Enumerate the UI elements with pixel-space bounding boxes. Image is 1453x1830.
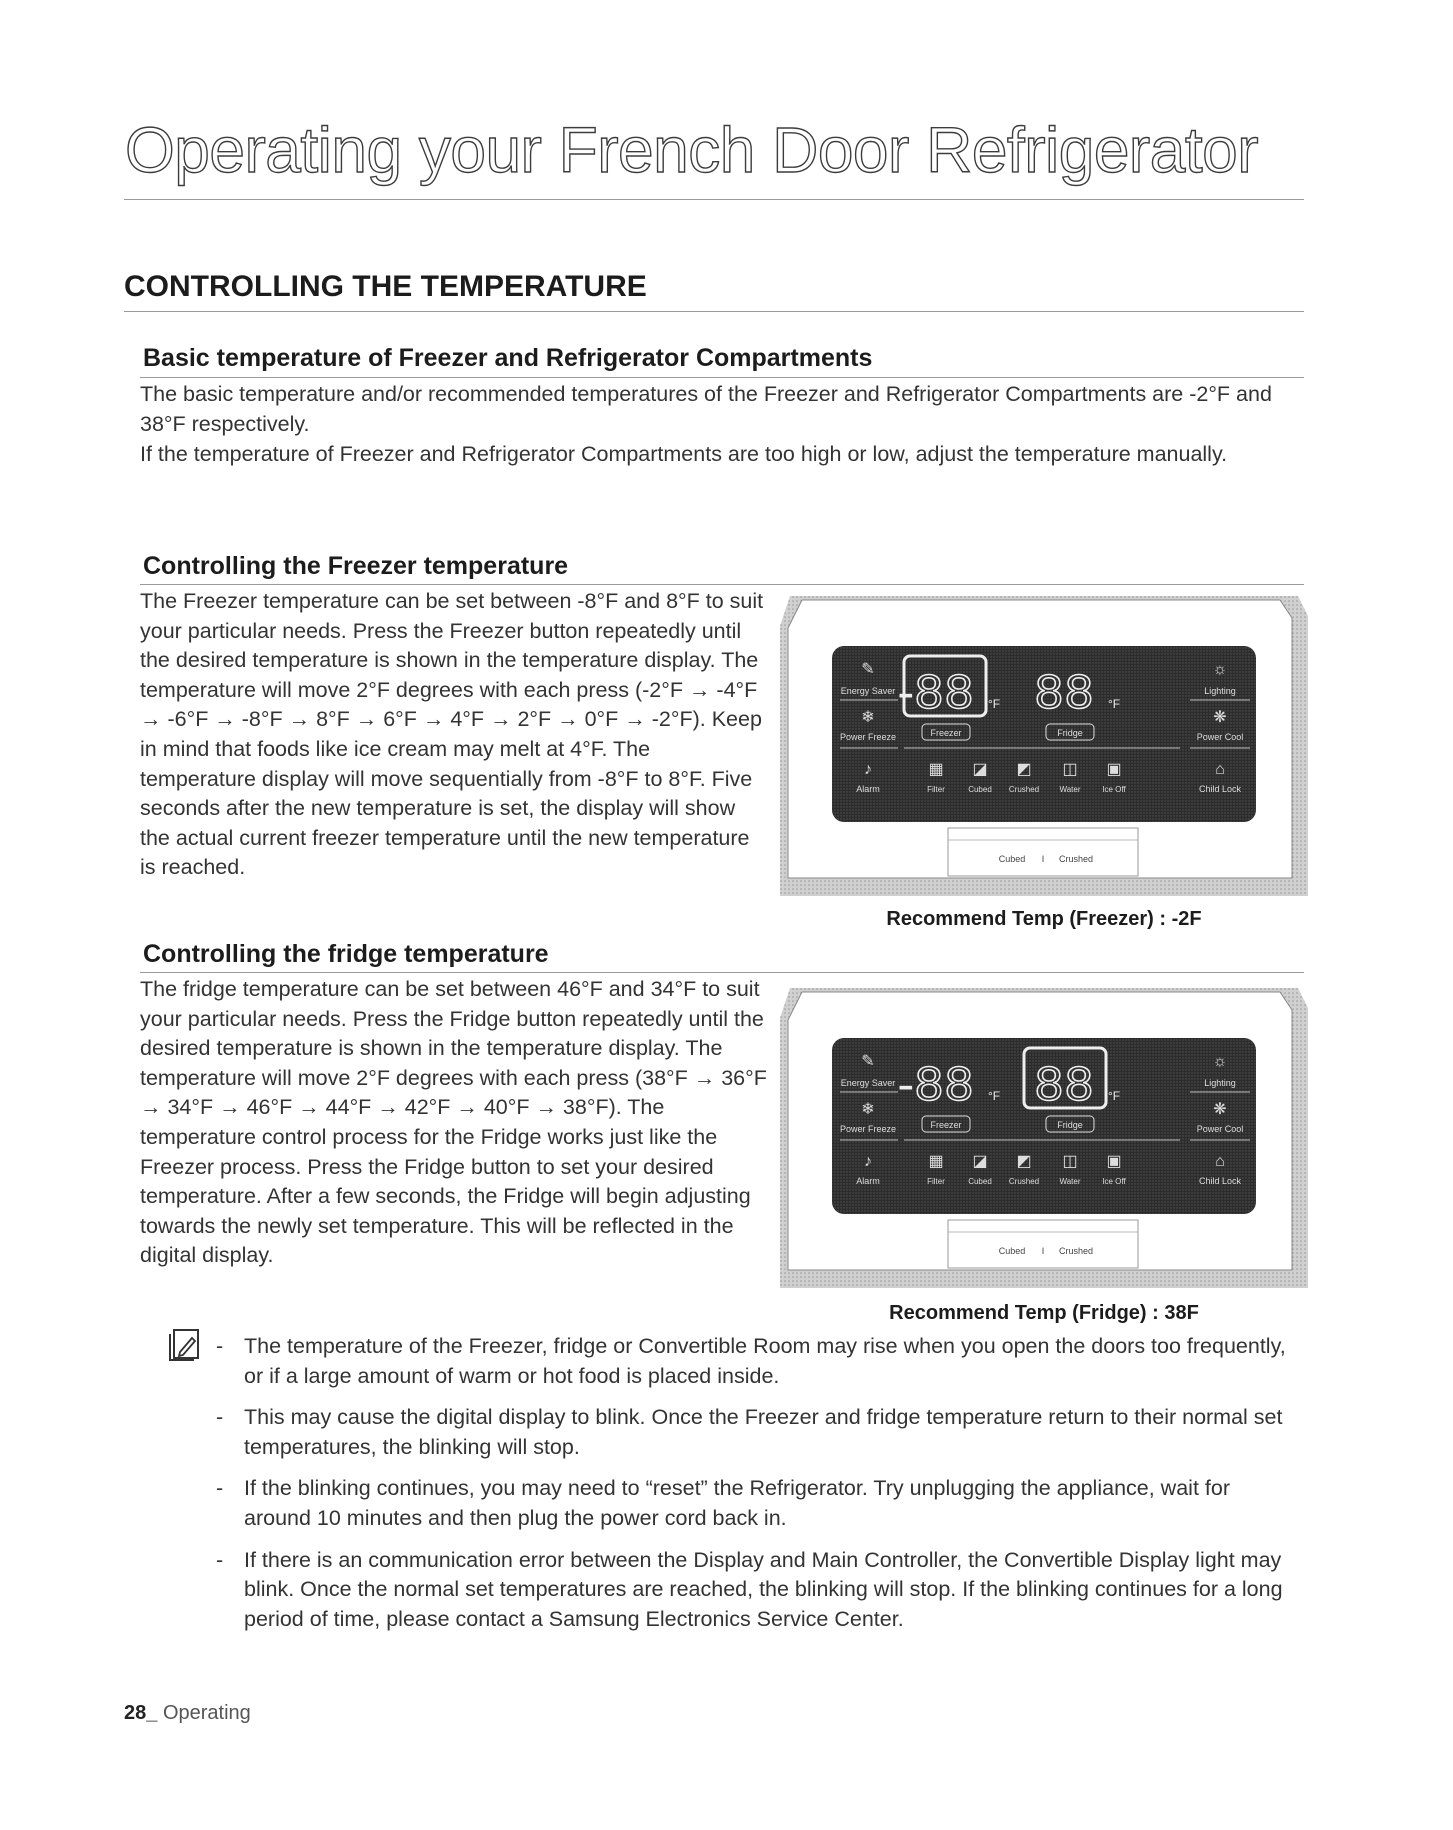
freezer-control-panel-figure [780,596,1308,896]
lighting-label[interactable]: Lighting [1204,1078,1236,1088]
dispenser-cubed-label: Cubed [998,854,1026,864]
note-item [216,1546,1298,1635]
fridge-digits: 88 [1034,1059,1095,1116]
cubed-label[interactable]: Cubed [968,1177,992,1186]
fridge-button-label: Fridge [1057,728,1083,738]
speaker-icon: ♪ [864,761,872,778]
note-dash: - [216,1405,224,1430]
filter-icon: ▦ [928,1153,944,1170]
lock-icon: ⌂ [1215,1153,1225,1170]
power-cool-icon: ❋ [1213,1101,1227,1118]
freezer-heading: Controlling the Freezer temperature [143,552,569,580]
power-freeze-label[interactable]: Power Freeze [839,1124,897,1134]
alarm-label[interactable]: Alarm [856,784,880,794]
water-label[interactable]: Water [1059,1177,1081,1186]
note-dash: - [216,1547,224,1572]
note-item [216,1332,1298,1391]
water-icon: ◫ [1062,1153,1078,1170]
snowflake-icon: ❄ [861,709,875,726]
water-icon: ◫ [1062,761,1078,778]
lock-icon: ⌂ [1215,761,1225,778]
freezer-button-label: Freezer [930,1120,962,1130]
fridge-unit: °F [1108,1089,1121,1103]
power-cool-icon: ❋ [1213,709,1227,726]
fridge-control-panel-figure [780,988,1308,1288]
title-rule [124,199,1304,200]
ice-off-icon: ▣ [1106,761,1122,778]
page-footer [124,1702,251,1725]
ice-off-label[interactable]: Ice Off [1102,785,1126,794]
crushed-label[interactable]: Crushed [1008,1177,1040,1186]
filter-label[interactable]: Filter [927,1177,945,1186]
note-text: This may cause the digital display to blink. Once the Freezer and fridge temperature return to their normal set temperatures, the blinking will stop. [244,1405,1283,1459]
child-lock-label[interactable]: Child Lock [1198,784,1242,794]
filter-icon: ▦ [928,761,944,778]
energy-saver-label[interactable]: Energy Saver [840,1078,896,1088]
freezer-digits: 88 [914,667,975,724]
power-cool-label[interactable]: Power Cool [1196,732,1244,742]
power-cool-label[interactable]: Power Cool [1196,1124,1244,1134]
section-rule [124,311,1304,312]
snowflake-icon: ❄ [861,1101,875,1118]
basic-temp-paragraph-2: If the temperature of Freezer and Refrigerator Compartments are too high or low, adjust the temperature manually. [140,442,1228,466]
water-label[interactable]: Water [1059,785,1081,794]
note-item [216,1403,1298,1462]
note-dash: - [216,1334,224,1358]
energy-saver-icon: ✎ [861,1053,875,1070]
dispenser-separator: I [1041,854,1045,864]
note-icon [168,1328,204,1362]
freezer-paragraph: The Freezer temperature can be set between -8°F and 8°F to suit your particular needs. Press the Freezer button repeatedly until the desired temperature is shown in the temperature display. The temperature will move 2°F degrees with each press (-2°F → -4°F → -6°F → -8°F → 8°F → 6°F → 4°F → 2°F → 0°F → -2°F). Keep in mind that foods like ice cream may melt at 4°F. The temperature display will move sequentially from -8°F to 8°F. Five seconds after the new temperature is set, the display will show the actual current freezer temperature until the new temperature is reached. [140,589,764,880]
page-title: Operating your French Door Refrigerator [125,114,1258,186]
note-text: If there is an communication error between the Display and Main Controller, the Convertible Display light may blink. Once the normal set temperatures are reached, the blinking will stop. If the blinking continues for a long period of time, please contact a Samsung Electronics Service Center. [244,1547,1283,1631]
footer-section: Operating [162,1702,251,1724]
section-heading: CONTROLLING THE TEMPERATURE [124,270,647,303]
fridge-figure-caption: Recommend Temp (Fridge) : 38F [889,1302,1199,1324]
freezer-button-label: Freezer [930,728,962,738]
alarm-label[interactable]: Alarm [856,1176,880,1186]
note-text: The temperature of the Freezer, fridge or Convertible Room may rise when you open the doors too frequently, or if a large amount of warm or hot food is placed inside. [244,1334,1286,1388]
ice-off-label[interactable]: Ice Off [1102,1177,1126,1186]
crushed-icon: ◩ [1016,1153,1032,1170]
freezer-rule [140,584,1304,585]
dispenser-crushed-label: Crushed [1058,1246,1094,1256]
filter-label[interactable]: Filter [927,785,945,794]
freezer-minus-sign: - [892,1062,920,1114]
fridge-unit: °F [1108,697,1121,711]
page-number: 28_ [124,1702,158,1724]
freezer-unit: °F [988,1089,1001,1103]
fridge-digits: 88 [1034,667,1095,724]
ice-off-icon: ▣ [1106,1153,1122,1170]
freezer-digits: 88 [914,1059,975,1116]
basic-temp-paragraph-1: The basic temperature and/or recommended temperatures of the Freezer and Refrigerator Compartments are -2°F and 38°F respectively. [140,382,1272,436]
lighting-icon: ☼ [1212,1053,1228,1070]
speaker-icon: ♪ [864,1153,872,1170]
energy-saver-label[interactable]: Energy Saver [840,686,896,696]
freezer-figure-caption: Recommend Temp (Freezer) : -2F [886,908,1202,930]
dispenser-crushed-label: Crushed [1058,854,1094,864]
freezer-minus-sign: - [892,670,920,722]
note-item [216,1474,1298,1533]
dispenser-separator: I [1041,1246,1045,1256]
lighting-label[interactable]: Lighting [1204,686,1236,696]
fridge-button-label: Fridge [1057,1120,1083,1130]
freezer-unit: °F [988,697,1001,711]
dispenser-cubed-label: Cubed [998,1246,1026,1256]
notes-list [216,1332,1298,1646]
fridge-paragraph: The fridge temperature can be set between 46°F and 34°F to suit your particular needs. Press the Fridge button repeatedly until the desired temperature is shown in the temperature display. The temperature will move 2°F degrees with each press (38°F → 36°F → 34°F → 46°F → 44°F → 42°F → 40°F → 38°F). The temperature control process for the Fridge works just like the Freezer process. Press the Fridge button to set your desired temperature. After a few seconds, the Fridge will begin adjusting towards the newly set temperature. This will be reflected in the digital display. [140,977,767,1268]
power-freeze-label[interactable]: Power Freeze [839,732,897,742]
energy-saver-icon: ✎ [861,661,875,678]
child-lock-label[interactable]: Child Lock [1198,1176,1242,1186]
crushed-icon: ◩ [1016,761,1032,778]
cubed-icon: ◪ [972,1153,988,1170]
fridge-heading: Controlling the fridge temperature [143,940,549,968]
crushed-label[interactable]: Crushed [1008,785,1040,794]
cubed-label[interactable]: Cubed [968,785,992,794]
fridge-rule [140,972,1304,973]
basic-temp-heading: Basic temperature of Freezer and Refrigerator Compartments [143,344,873,372]
basic-temp-rule [140,377,1304,378]
note-text: If the blinking continues, you may need to “reset” the Refrigerator. Try unplugging the appliance, wait for around 10 minutes and then plug the power cord back in. [244,1476,1230,1530]
lighting-icon: ☼ [1212,661,1228,678]
cubed-icon: ◪ [972,761,988,778]
note-dash: - [216,1476,224,1501]
